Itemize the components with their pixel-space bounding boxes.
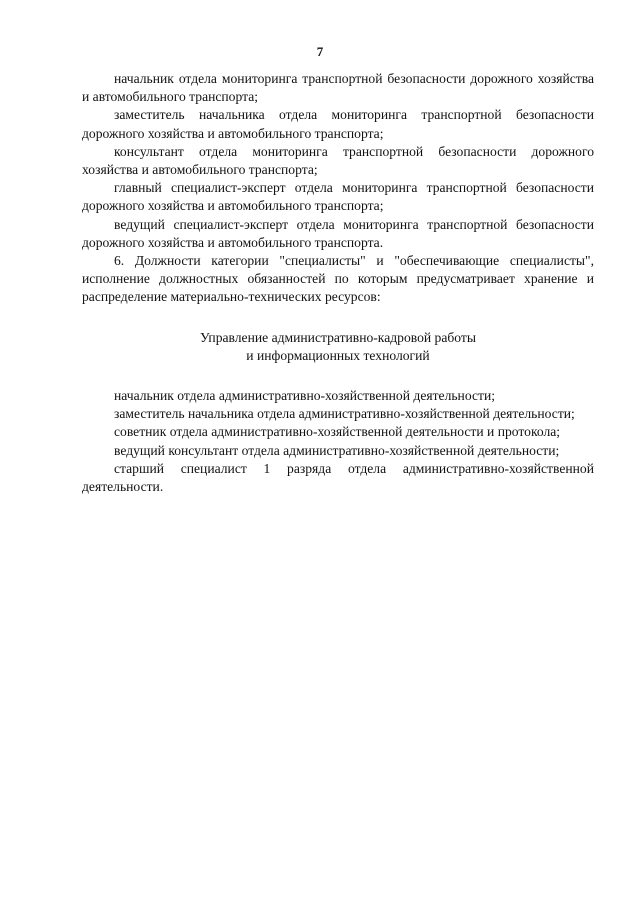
paragraph-position-3: консультант отдела мониторинга транспортной безопасности дорожного хозяйства и автомобильного транспорта; <box>82 143 594 178</box>
paragraph-position-2: заместитель начальника отдела мониторинга транспортной безопасности дорожного хозяйства и автомобильного транспорта; <box>82 107 594 141</box>
document-body <box>82 70 594 496</box>
section-title-line-1: Управление административно-кадровой работы <box>200 329 476 345</box>
section-title-line-2: и информационных технологий <box>246 347 430 363</box>
section-title <box>82 329 594 365</box>
paragraph-position-5: ведущий специалист-эксперт отдела мониторинга транспортной безопасности дорожного хозяйства и автомобильного транспорта. <box>82 216 594 250</box>
paragraph-position-9: ведущий консультант отдела административно-хозяйственной деятельности; <box>114 442 560 458</box>
paragraph-position-1: начальник отдела мониторинга транспортной безопасности дорожного хозяйства и автомобильного транспорта; <box>82 71 594 105</box>
paragraph-position-10: старший специалист 1 разряда отдела административно-хозяйственной деятельности. <box>82 460 594 495</box>
paragraph-position-4: главный специалист-эксперт отдела мониторинга транспортной безопасности дорожного хозяйства и автомобильного транспорта; <box>82 180 594 214</box>
paragraph-position-8: советник отдела административно-хозяйственной деятельности и протокола; <box>114 424 561 440</box>
paragraph-position-6: начальник отдела административно-хозяйственной деятельности; <box>114 388 495 404</box>
paragraph-item-6: 6. Должности категории "специалисты" и "обеспечивающие специалисты", исполнение должностных обязанностей по которым предусматривает хранение и распределение материально-технических ресурсов: <box>82 253 594 305</box>
page-number: 7 <box>316 44 324 59</box>
paragraph-position-7: заместитель начальника отдела административно-хозяйственной деятельности; <box>114 406 575 422</box>
